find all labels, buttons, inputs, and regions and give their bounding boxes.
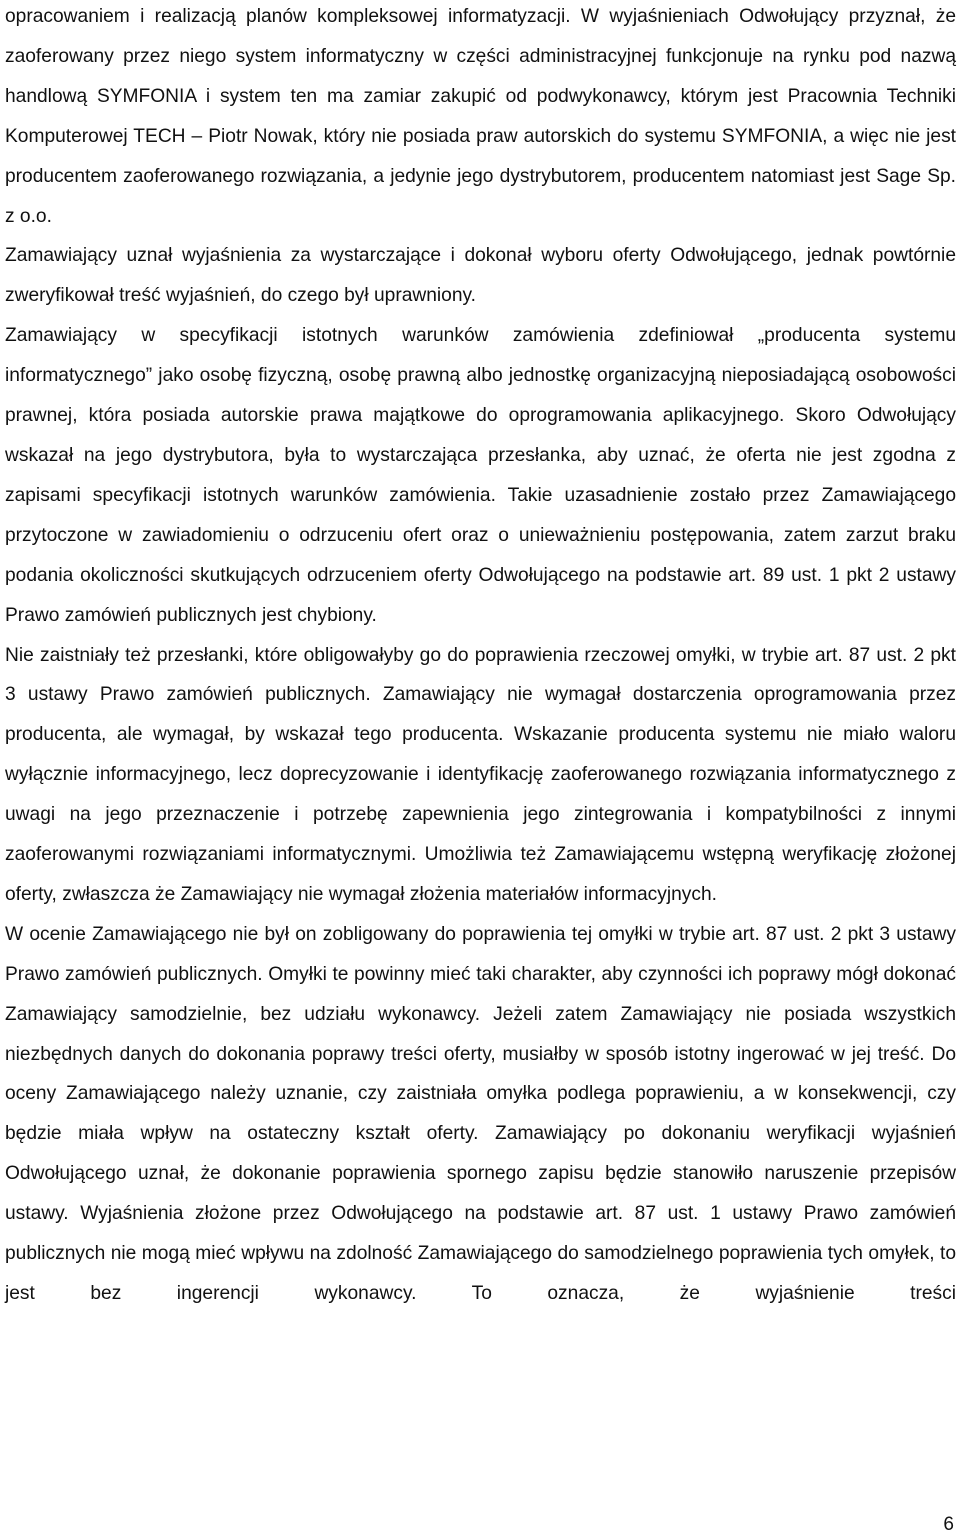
paragraph-5: W ocenie Zamawiającego nie był on zobligowany do poprawienia tej omyłki w trybie art. 87 ust. 2 pkt 3 ustawy Prawo zamówień publicznych. Omyłki te powinny mieć taki charakter, aby czynności ich poprawy mógł dokonać Zamawiający samodzielnie, bez udziału wykonawcy. Jeżeli zatem Zamawiający nie posiada wszystkich niezbędnych danych do dokonania poprawy treści oferty, musiałby w sposób istotny ingerować w jej treść. Do oceny Zamawiającego należy uznanie, czy zaistniała omyłka podlega poprawieniu, a w konsekwencji, czy będzie miała wpływ na ostateczny kształt oferty. Zamawiający po dokonaniu weryfikacji wyjaśnień Odwołującego uznał, że dokonanie poprawienia spornego zapisu będzie stanowiło naruszenie przepisów ustawy. Wyjaśnienia złożone przez Odwołującego na podstawie art. 87 ust. 1 ustawy Prawo zamówień publicznych nie mogą mieć wpływu na zdolność Zamawiającego do samodzielnego poprawienia tych omyłek, to jest bez ingerencji wykonawcy. To oznacza, że wyjaśnienie treści <box>5 923 956 1304</box>
document-page <box>5 0 956 1314</box>
paragraph-1: opracowaniem i realizacją planów kompleksowej informatyzacji. W wyjaśnieniach Odwołujący przyznał, że zaoferowany przez niego system informatyczny w części administracyjnej funkcjonuje na rynku pod nazwą handlową SYMFONIA i system ten ma zamiar zakupić od podwykonawcy, którym jest Pracownia Techniki Komputerowej TECH – Piotr Nowak, który nie posiada praw autorskich do systemu SYMFONIA, a więc nie jest producentem zaoferowanego rozwiązania, a jedynie jego dystrybutorem, producentem natomiast jest Sage Sp. z o.o. <box>5 6 956 227</box>
page-number: 6 <box>943 1514 954 1535</box>
paragraph-2: Zamawiający uznał wyjaśnienia za wystarczające i dokonał wyboru oferty Odwołującego, jednak powtórnie zweryfikował treść wyjaśnień, do czego był uprawniony. <box>5 245 956 307</box>
paragraph-4: Nie zaistniały też przesłanki, które obligowałyby go do poprawienia rzeczowej omyłki, w trybie art. 87 ust. 2 pkt 3 ustawy Prawo zamówień publicznych. Zamawiający nie wymagał dostarczenia oprogramowania przez producenta, ale wymagał, by wskazał tego producenta. Wskazanie producenta systemu nie miało waloru wyłącznie informacyjnego, lecz doprecyzowanie i identyfikację zaoferowanego rozwiązania informatycznego z uwagi na jego przeznaczenie i potrzebę zapewnienia jego zintegrowania i kompatybilności z innymi zaoferowanymi rozwiązaniami informatycznymi. Umożliwia też Zamawiającemu wstępną weryfikację złożonej oferty, zwłaszcza że Zamawiający nie wymagał złożenia materiałów informacyjnych. <box>5 644 956 905</box>
paragraph-3: Zamawiający w specyfikacji istotnych warunków zamówienia zdefiniował „producenta systemu informatycznego” jako osobę fizyczną, osobę prawną albo jednostkę organizacyjną nieposiadającą osobowości prawnej, która posiada autorskie prawa majątkowe do oprogramowania aplikacyjnego. Skoro Odwołujący wskazał na jego dystrybutora, była to wystarczająca przesłanka, aby uznać, że oferta nie jest zgodna z zapisami specyfikacji istotnych warunków zamówienia. Takie uzasadnienie zostało przez Zamawiającego przytoczone w zawiadomieniu o odrzuceniu ofert oraz o unieważnieniu postępowania, zatem zarzut braku podania okoliczności skutkujących odrzuceniem oferty Odwołującego na podstawie art. 89 ust. 1 pkt 2 ustawy Prawo zamówień publicznych jest chybiony. <box>5 325 956 626</box>
